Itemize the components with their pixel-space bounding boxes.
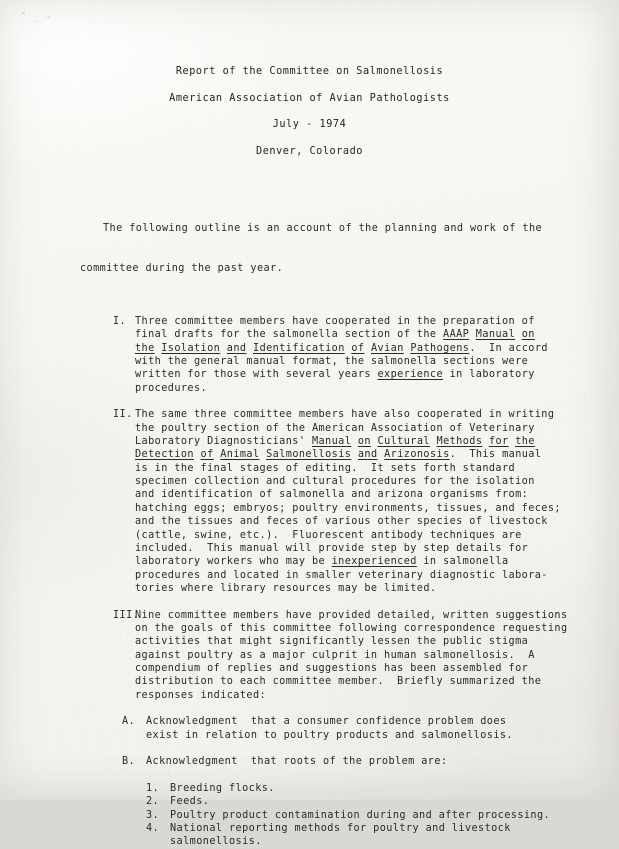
body-line: Detection of Animal Salmonellosis and Arizonosis. This manual bbox=[135, 449, 542, 461]
document-body bbox=[0, 195, 619, 849]
body-line: and the tissues and feces of various other species of livestock bbox=[135, 516, 548, 528]
underlined-phrase: Salmonellosis bbox=[266, 449, 352, 461]
body-line: responses indicated: bbox=[135, 689, 267, 701]
body-line: specimen collection and cultural procedures for the isolation bbox=[135, 476, 535, 488]
outline-marker: III. bbox=[113, 609, 140, 621]
sub-item-marker: A. bbox=[122, 716, 136, 728]
location-line: Denver, Colorado bbox=[256, 145, 363, 157]
underlined-phrase: Cultural bbox=[377, 436, 430, 448]
body-line: compendium of replies and suggestions has been assembled for bbox=[135, 662, 529, 674]
numbered-list bbox=[80, 782, 577, 849]
body-line: Three committee members have cooperated in the preparation of bbox=[135, 316, 535, 328]
body-line: the poultry section of the American Association of Veterinary bbox=[135, 422, 535, 434]
list-item bbox=[80, 782, 577, 795]
title-block bbox=[0, 0, 619, 165]
sub-item-marker: B. bbox=[122, 756, 136, 768]
underlined-phrase: the bbox=[135, 342, 155, 354]
sub-item-a bbox=[80, 715, 577, 742]
body-line: procedures. bbox=[135, 382, 208, 394]
list-item-marker: 3. bbox=[146, 809, 160, 821]
page-title: Report of the Committee on Salmonellosis bbox=[175, 66, 444, 77]
list-item-marker: 2. bbox=[146, 796, 160, 808]
body-line: exist in relation to poultry products and salmonellosis. bbox=[146, 729, 513, 741]
body-line: tories where library resources may be limited. bbox=[135, 582, 437, 594]
intro-line: The following outline is an account of the planning and work of the bbox=[103, 222, 543, 234]
underlined-phrase: of bbox=[351, 342, 365, 354]
body-line: final drafts for the salmonella section of the AAAP Manual on bbox=[135, 329, 535, 341]
list-item bbox=[80, 809, 577, 822]
underlined-phrase: Arizonosis bbox=[384, 449, 450, 461]
outline-text bbox=[135, 315, 577, 395]
sub-item-text bbox=[146, 715, 577, 742]
list-item bbox=[80, 795, 577, 808]
outline-item-i bbox=[80, 315, 577, 395]
body-line: Breeding flocks. bbox=[170, 782, 275, 794]
outline-marker: II. bbox=[113, 409, 133, 421]
underlined-phrase: Animal bbox=[220, 449, 260, 461]
underlined-phrase: on bbox=[357, 436, 371, 448]
list-item-text bbox=[170, 782, 577, 795]
body-line: Poultry product contamination during and after processing. bbox=[170, 809, 551, 821]
body-line: Acknowledgment that a consumer confidence problem does bbox=[146, 716, 507, 728]
underlined-phrase: and bbox=[357, 449, 378, 461]
list-item bbox=[80, 822, 577, 849]
underlined-phrase: Isolation bbox=[161, 342, 221, 354]
outline-text bbox=[135, 408, 577, 595]
underlined-phrase: Manual bbox=[311, 436, 352, 448]
body-line: against poultry as a major culprit in human salmonellosis. A bbox=[135, 649, 535, 661]
intro-paragraph bbox=[80, 195, 577, 302]
underlined-phrase: Detection bbox=[135, 449, 194, 461]
body-line: Acknowledgment that roots of the problem are: bbox=[146, 756, 448, 768]
body-line: written for those with several years experience in laboratory bbox=[135, 369, 535, 381]
underlined-phrase: for bbox=[488, 436, 509, 448]
body-line: laboratory workers who may be inexperienced in salmonella bbox=[135, 556, 509, 568]
body-line: The same three committee members have also cooperated in writing bbox=[135, 409, 555, 421]
underlined-phrase: inexperienced bbox=[331, 556, 417, 568]
underlined-phrase: of bbox=[200, 449, 214, 461]
list-item-text bbox=[170, 822, 577, 849]
underlined-phrase: Methods bbox=[436, 436, 483, 448]
list-item-marker: 4. bbox=[146, 822, 160, 834]
body-line: salmonellosis. bbox=[170, 836, 262, 848]
list-item-text bbox=[170, 809, 577, 822]
body-line: with the general manual format, the salmonella sections were bbox=[135, 356, 529, 368]
underlined-phrase: experience bbox=[377, 369, 444, 381]
body-line: distribution to each committee member. Briefly summarized the bbox=[135, 676, 542, 688]
underlined-phrase: Manual bbox=[475, 329, 516, 341]
body-line: and identification of salmonella and arizona organisms from: bbox=[135, 489, 529, 501]
body-line: Nine committee members have provided detailed, written suggestions bbox=[135, 609, 568, 621]
outline-item-ii bbox=[80, 408, 577, 595]
underlined-phrase: AAAP bbox=[443, 329, 470, 341]
body-line: National reporting methods for poultry and livestock bbox=[170, 822, 511, 834]
outline-text bbox=[135, 609, 577, 702]
body-line: Feeds. bbox=[170, 796, 210, 808]
list-item-text bbox=[170, 795, 577, 808]
list-item-marker: 1. bbox=[146, 782, 160, 794]
organization-line: American Association of Avian Pathologists bbox=[169, 92, 450, 104]
underlined-phrase: Pathogens bbox=[410, 342, 470, 354]
body-line: activities that might significantly lessen the public stigma bbox=[135, 636, 529, 648]
body-line: Laboratory Diagnosticians' Manual on Cultural Methods for the bbox=[135, 436, 535, 448]
body-line: included. This manual will provide step by step details for bbox=[135, 542, 529, 554]
outline-marker: I. bbox=[113, 316, 127, 328]
sub-item-text bbox=[146, 755, 577, 768]
body-line: is in the final stages of editing. It sets forth standard bbox=[135, 462, 516, 474]
intro-line: committee during the past year. bbox=[80, 262, 284, 274]
underlined-phrase: and bbox=[226, 342, 247, 354]
underlined-phrase: Identification bbox=[253, 342, 345, 354]
body-line: (cattle, swine, etc.). Fluorescent antibody techniques are bbox=[135, 529, 522, 541]
outline-item-iii bbox=[80, 609, 577, 702]
body-line: hatching eggs; embryos; poultry environments, tissues, and feces; bbox=[135, 502, 561, 514]
underlined-phrase: Avian bbox=[371, 342, 404, 354]
underlined-phrase: on bbox=[521, 329, 535, 341]
body-line: on the goals of this committee following correspondence requesting bbox=[135, 622, 568, 634]
body-line: the Isolation and Identification of Avian Pathogens. In accord bbox=[135, 342, 548, 354]
body-line: procedures and located in smaller veterinary diagnostic labora- bbox=[135, 569, 548, 581]
date-line: July - 1974 bbox=[272, 119, 347, 130]
sub-item-b bbox=[80, 755, 577, 768]
underlined-phrase: the bbox=[515, 436, 535, 448]
